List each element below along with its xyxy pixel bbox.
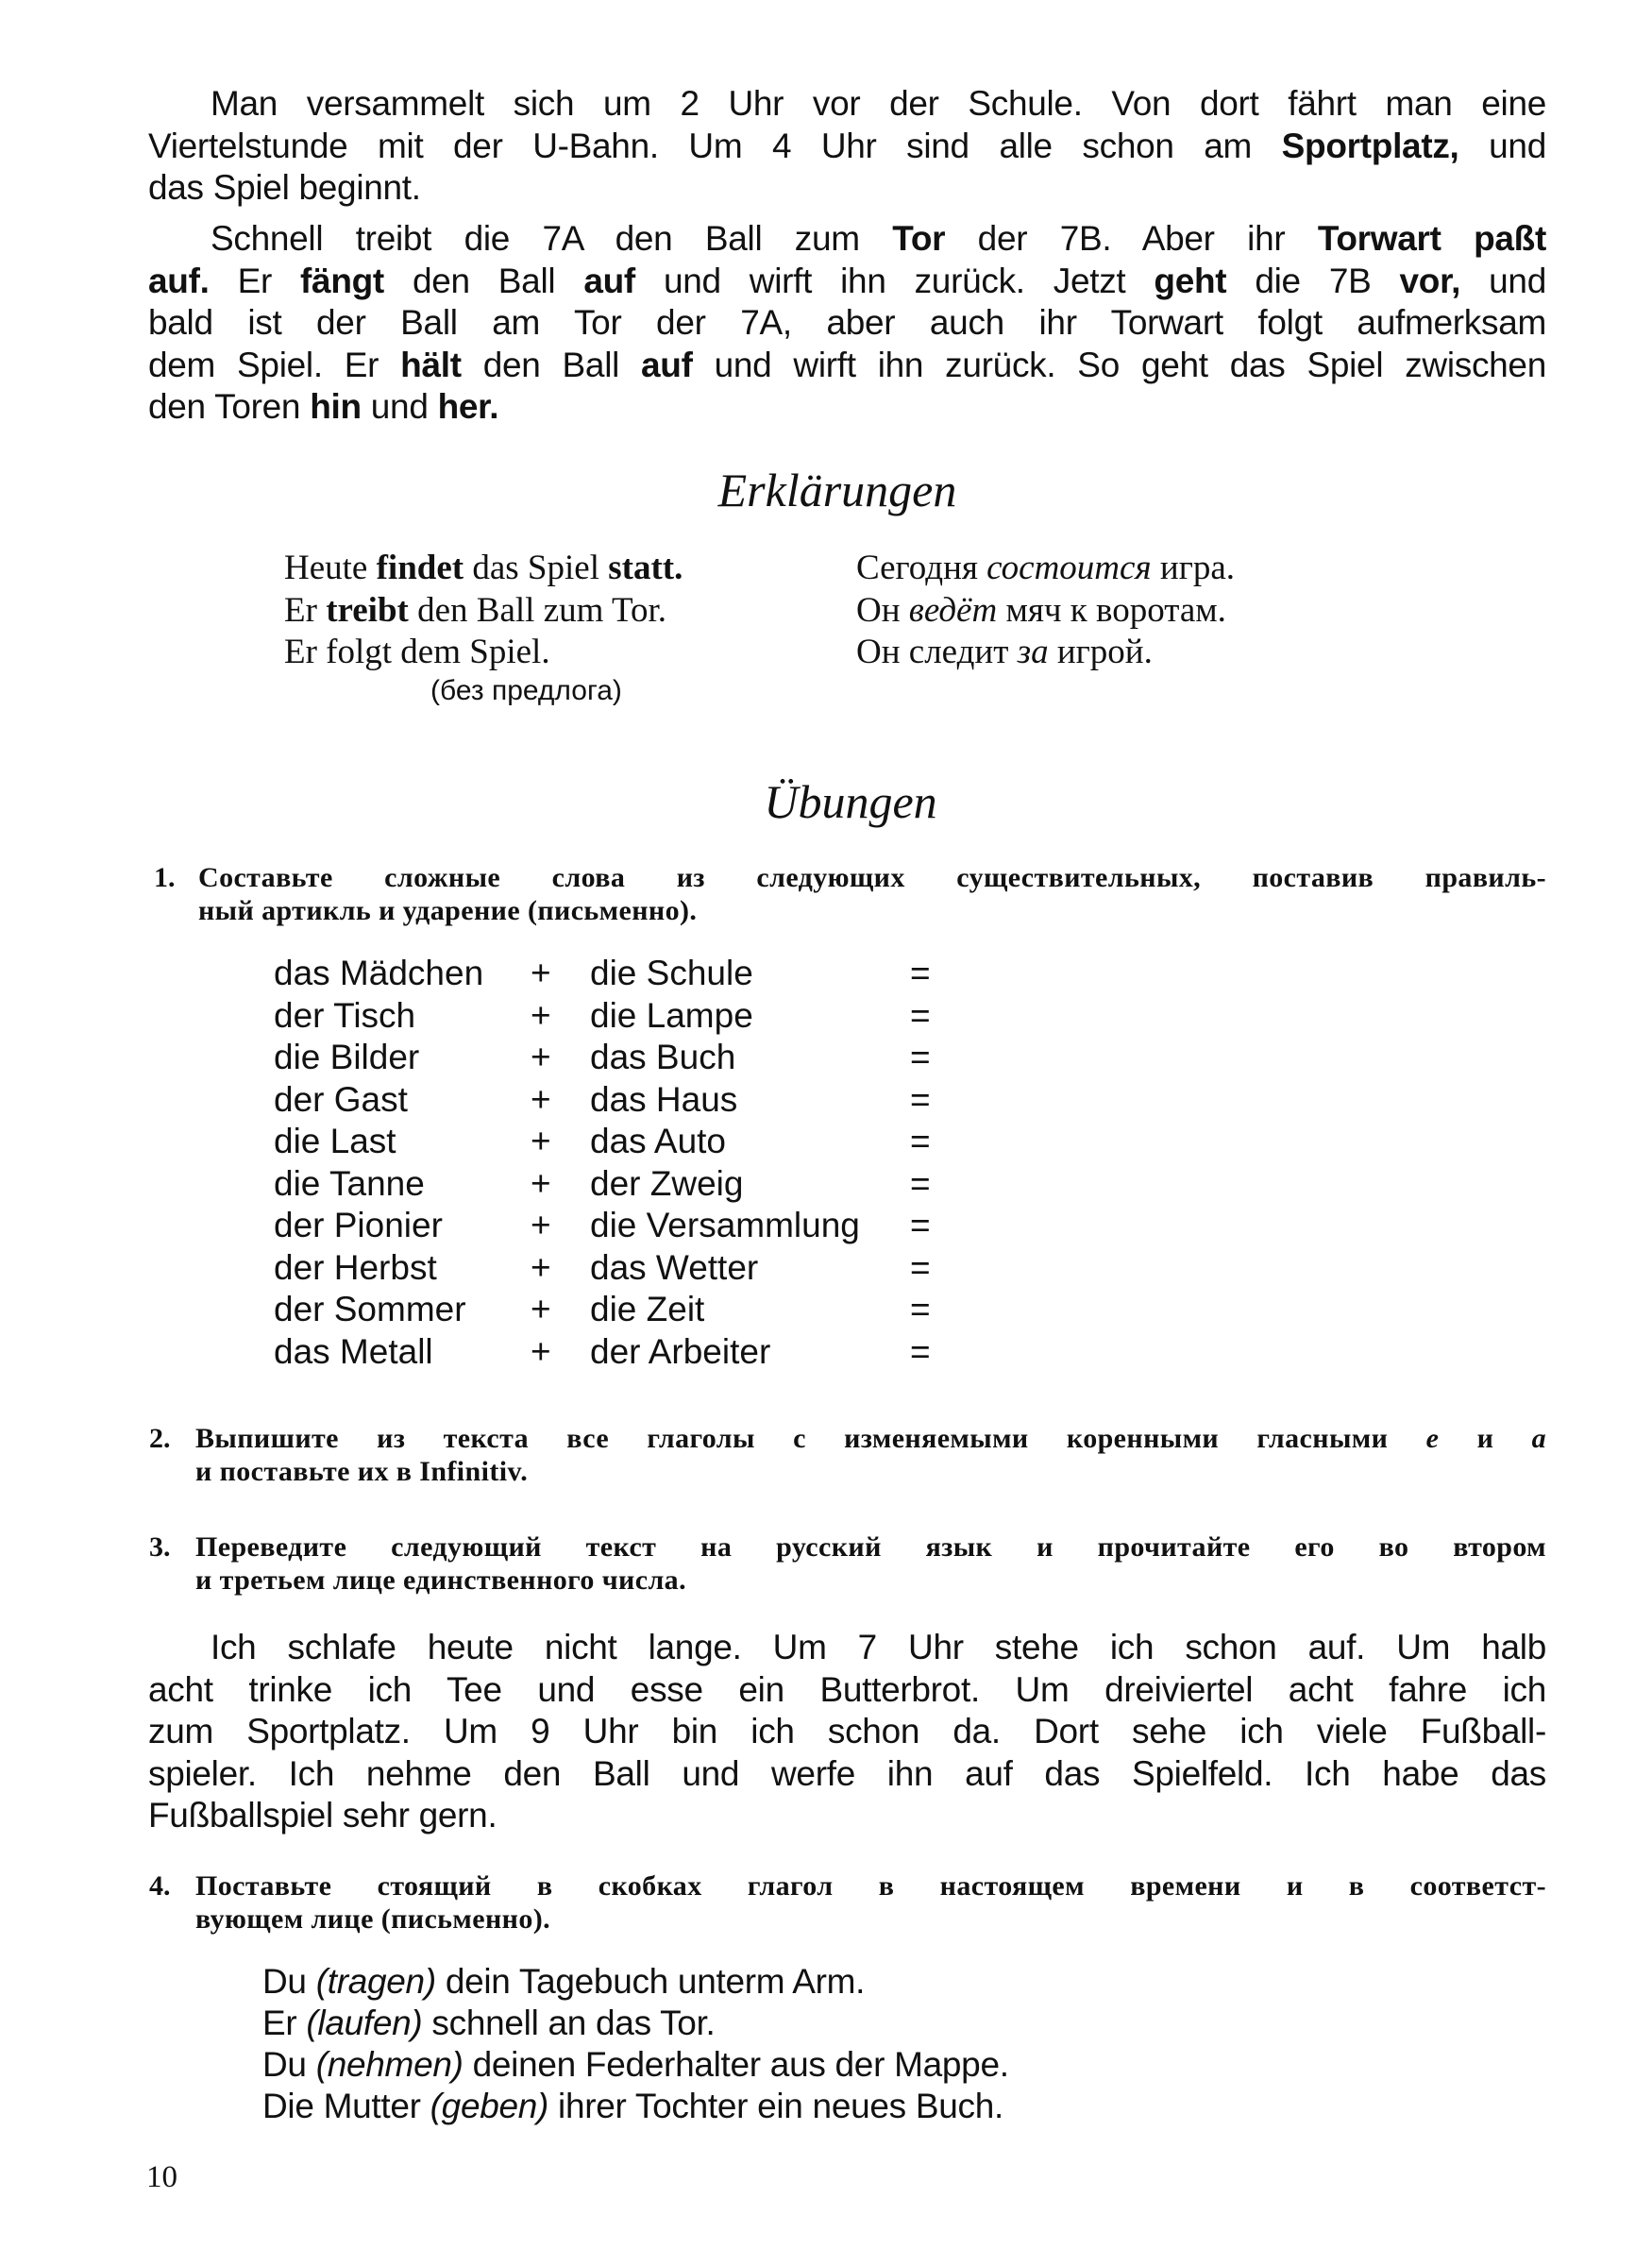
text-span: Сегодня <box>856 549 987 587</box>
exercise-3-number: 3. <box>149 1531 171 1563</box>
text-span: schnell an das Tor. <box>422 2004 716 2042</box>
exercise-4-number: 4. <box>149 1870 171 1902</box>
italic-text: за <box>1017 633 1049 671</box>
italic-text: ведёт <box>908 590 998 630</box>
text-span: den Ball <box>461 345 642 384</box>
text-span: Fußballspiel sehr gern. <box>148 1796 497 1835</box>
exercise-instruction <box>195 1530 1546 1564</box>
text-span: und wirft ihn zurück. Jetzt <box>634 261 1155 300</box>
equals-sign: = <box>910 954 931 992</box>
bold-text: fängt <box>300 261 384 300</box>
text-span: мяч к воротам. <box>997 590 1226 630</box>
text-span: zum Sportplatz. Um 9 Uhr bin ich schon da. Dort sehe ich viele Fußball- <box>148 1712 1546 1750</box>
plus-sign: + <box>531 1206 551 1244</box>
compound-part-1: der Tisch <box>274 995 416 1035</box>
exercise-sentence <box>262 2003 716 2044</box>
text-span: acht trinke ich Tee und esse ein Butterbrot. Um dreiviertel acht fahre ich <box>148 1669 1546 1709</box>
text-span: Er <box>262 2004 307 2042</box>
text-span: Выпишите из текста все глаголы с изменяемыми коренными гласными <box>195 1423 1426 1454</box>
exercise-text-line <box>148 1711 1546 1752</box>
exercise-sentence <box>262 1961 865 2003</box>
compound-part-2: das Buch <box>590 1038 736 1076</box>
paragraph-line <box>148 302 1546 344</box>
equals-sign: = <box>910 1206 931 1244</box>
equals-sign: = <box>910 1331 931 1371</box>
exercise-text-line <box>148 1753 1546 1795</box>
italic-text: e <box>1425 1423 1440 1454</box>
exercise-instruction <box>195 1869 1546 1903</box>
text-span: Du <box>262 1962 316 2001</box>
exercise-instruction <box>198 894 1546 928</box>
text-span: und <box>1460 261 1546 300</box>
text-span: deinen Federhalter aus der Mappe. <box>463 2045 1009 2084</box>
compound-part-2: die Lampe <box>590 995 753 1035</box>
equals-sign: = <box>910 1079 931 1119</box>
text-span: dem Spiel. Er <box>148 345 401 384</box>
compound-part-1: die Last <box>274 1122 396 1160</box>
compound-part-1: das Metall <box>274 1331 433 1371</box>
page-number: 10 <box>146 2160 177 2194</box>
plus-sign: + <box>531 1163 551 1203</box>
text-span: игра. <box>1151 549 1236 587</box>
explanation-russian <box>856 590 1226 632</box>
explanation-german <box>284 548 683 589</box>
paragraph-line <box>148 261 1546 302</box>
text-span: Ich schlafe heute nicht lange. Um 7 Uhr stehe ich schon auf. Um halb <box>211 1628 1546 1666</box>
text-span: den Toren <box>148 387 311 426</box>
text-span: Переведите следующий текст на русский язык и прочитайте его во втором <box>195 1531 1546 1563</box>
exercise-instruction <box>195 1455 1546 1489</box>
italic-text: состоится <box>986 549 1152 587</box>
heading-uebungen: Übungen <box>764 775 937 828</box>
italic-text: (tragen) <box>315 1962 436 2001</box>
plus-sign: + <box>531 1038 551 1076</box>
compound-part-2: die Versammlung <box>590 1206 860 1244</box>
compound-part-1: die Tanne <box>274 1163 425 1203</box>
paragraph-line <box>148 167 1546 209</box>
bold-text: Torwart paßt <box>1317 219 1546 258</box>
text-span: Viertelstunde mit der U-Bahn. Um 4 Uhr sind alle schon am <box>148 126 1282 165</box>
compound-part-1: der Pionier <box>274 1206 443 1244</box>
paragraph-line <box>148 126 1546 167</box>
text-span: das Spiel <box>464 549 609 587</box>
equals-sign: = <box>910 1038 931 1076</box>
text-span: игрой. <box>1048 633 1153 671</box>
text-span: den Ball zum Tor. <box>408 590 667 630</box>
exercise-instruction <box>195 1564 1546 1598</box>
bold-text: hält <box>400 345 462 384</box>
text-span: Er <box>209 261 301 300</box>
plus-sign: + <box>531 1079 551 1119</box>
text-span: und <box>1458 126 1546 165</box>
text-span: Er folgt dem Spiel. <box>284 633 550 671</box>
text-span: Schnell treibt die 7A den Ball zum <box>211 219 893 258</box>
text-span: Die Mutter <box>262 2087 430 2125</box>
bold-text: geht <box>1154 261 1227 300</box>
bold-text: Tor <box>892 219 946 258</box>
italic-text: (geben) <box>430 2087 549 2125</box>
exercise-sentence <box>262 2086 1003 2127</box>
compound-part-2: die Schule <box>590 954 753 992</box>
bold-text: auf <box>583 261 635 300</box>
exercise-2-number: 2. <box>149 1423 171 1454</box>
bold-text: auf. <box>148 261 210 300</box>
equals-sign: = <box>910 1122 931 1160</box>
text-span: das Spiel beginnt. <box>148 168 421 207</box>
text-span: Du <box>262 2045 316 2084</box>
paragraph-line <box>211 218 1546 260</box>
text-span: Он <box>856 590 909 630</box>
explanation-note: (без предлога) <box>430 675 622 706</box>
text-span: ный артикль и ударение (письменно). <box>198 895 698 926</box>
equals-sign: = <box>910 995 931 1035</box>
text-span: spieler. Ich nehme den Ball und werfe ihn auf das Spielfeld. Ich habe das <box>148 1753 1546 1793</box>
text-span: и поставьте их в Infinitiv. <box>195 1456 529 1487</box>
bold-text: auf <box>641 345 693 384</box>
plus-sign: + <box>531 1122 551 1160</box>
compound-part-2: das Auto <box>590 1122 727 1160</box>
plus-sign: + <box>531 995 551 1035</box>
bold-text: statt. <box>608 549 683 587</box>
equals-sign: = <box>910 1247 931 1287</box>
italic-text: a <box>1531 1423 1546 1454</box>
exercise-instruction <box>195 1422 1546 1456</box>
equals-sign: = <box>910 1163 931 1203</box>
bold-text: findet <box>376 549 464 587</box>
italic-text: (laufen) <box>306 2004 423 2042</box>
paragraph-line <box>148 345 1546 386</box>
plus-sign: + <box>531 1247 551 1287</box>
compound-part-2: das Wetter <box>590 1247 759 1287</box>
text-span: Er <box>284 590 327 630</box>
compound-part-1: der Sommer <box>274 1290 466 1328</box>
text-span: и третьем лице единственного числа. <box>195 1564 686 1596</box>
compound-part-1: der Gast <box>274 1079 408 1119</box>
text-span: und wirft ihn zurück. So geht das Spiel zwischen <box>692 345 1546 384</box>
bold-text: hin <box>310 387 362 426</box>
exercise-instruction <box>198 861 1546 895</box>
compound-part-1: die Bilder <box>274 1038 420 1076</box>
text-span: и <box>1439 1423 1532 1454</box>
text-span: und <box>361 387 438 426</box>
compound-part-2: das Haus <box>590 1079 738 1119</box>
equals-sign: = <box>910 1290 931 1328</box>
text-span: вующем лице (письменно). <box>195 1903 551 1935</box>
explanation-russian <box>856 632 1153 673</box>
bold-text: treibt <box>326 590 409 630</box>
text-span: die 7B <box>1226 261 1400 300</box>
bold-text: Sportplatz, <box>1281 126 1459 165</box>
exercise-sentence <box>262 2044 1009 2086</box>
text-span: Поставьте стоящий в скобках глагол в настоящем времени и в соответст- <box>195 1870 1546 1902</box>
exercise-text-line <box>148 1669 1546 1711</box>
bold-text: vor, <box>1399 261 1461 300</box>
explanation-russian <box>856 548 1235 589</box>
plus-sign: + <box>531 1290 551 1328</box>
text-span: den Ball <box>383 261 584 300</box>
compound-part-1: das Mädchen <box>274 954 484 992</box>
paragraph-line <box>148 386 1546 428</box>
compound-part-1: der Herbst <box>274 1247 437 1287</box>
heading-erklaerungen: Erklärungen <box>717 464 957 516</box>
text-span: dein Tagebuch unterm Arm. <box>435 1962 866 2001</box>
exercise-1-number: 1. <box>154 862 176 893</box>
text-span: Составьте сложные слова из следующих существительных, поставив правиль- <box>198 862 1546 893</box>
text-span: Он следит <box>856 633 1018 671</box>
paragraph-line <box>211 83 1546 125</box>
compound-part-2: der Arbeiter <box>590 1331 771 1371</box>
explanation-german <box>284 590 666 632</box>
exercise-text-line <box>148 1795 1546 1836</box>
exercise-instruction <box>195 1902 1546 1936</box>
bold-text: her. <box>437 387 499 426</box>
compound-part-2: der Zweig <box>590 1163 744 1203</box>
plus-sign: + <box>531 954 551 992</box>
text-span: bald ist der Ball am Tor der 7A, aber auch ihr Torwart folgt aufmerksam <box>148 303 1546 342</box>
text-span: der 7B. Aber ihr <box>945 219 1318 258</box>
explanation-german <box>284 632 550 673</box>
text-span: ihrer Tochter ein neues Buch. <box>548 2087 1003 2125</box>
italic-text: (nehmen) <box>315 2045 464 2084</box>
plus-sign: + <box>531 1331 551 1371</box>
text-span: Heute <box>284 549 377 587</box>
text-span: Man versammelt sich um 2 Uhr vor der Schule. Von dort fährt man eine <box>211 84 1546 123</box>
exercise-text-line <box>211 1627 1546 1668</box>
compound-part-2: die Zeit <box>590 1290 705 1328</box>
